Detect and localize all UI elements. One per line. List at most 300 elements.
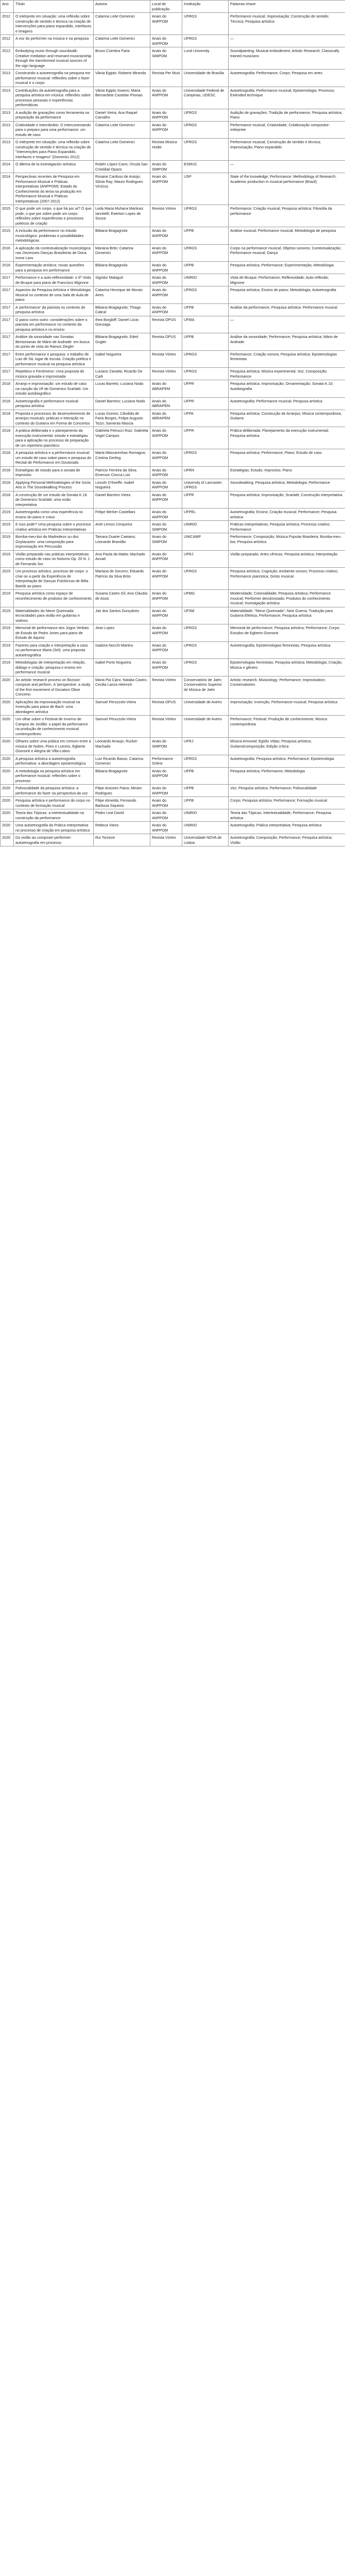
cell-instituicao: UFRN: [182, 466, 229, 479]
cell-ano: 2020: [1, 716, 14, 738]
cell-ano: 2020: [1, 785, 14, 797]
cell-titulo: Fazeres para criação e interpretação a caso no performance Maria (Sel): uma proposta autoetnográfica: [14, 641, 94, 659]
cell-ano: 2017: [1, 286, 14, 304]
cell-titulo: Análise da sonoridade nas Sonatas Bentonianas de Mário de Andrade: em busca do ponto de vista do Ramos Ziegler: [14, 333, 94, 351]
research-table: [0, 0, 345, 846]
cell-palavras: Artistic research; Musicology; Performance; Improvisation; Conservatoires: [229, 676, 345, 698]
cell-titulo: A 'performance' da pianista no contexto de pesquisa artística: [14, 303, 94, 316]
table-row: [1, 87, 345, 109]
cell-ano: 2018: [1, 479, 14, 491]
cell-palavras: Música Armorial; Egídio Vidas; Pesquisa artística; Guitarra/composição; Edição crítica: [229, 738, 345, 755]
cell-palavras: State of the knowledge; Performance; Methodology of Research; Academic production in musical performance (Brazil): [229, 173, 345, 205]
cell-palavras: Teoria das Tópicas; Intertextualidade; Performance; Pesquisa artística: [229, 809, 345, 822]
cell-instituicao: UFRGS: [182, 286, 229, 304]
cell-palavras: Performance musical; Construção de sentido e técnica; Improvisação; Piano expandido: [229, 139, 345, 161]
table-row: [1, 227, 345, 245]
table-header: [1, 1, 345, 13]
cell-instituicao: UFRGS: [182, 568, 229, 590]
cell-ano: 2012: [1, 13, 14, 35]
cell-instituicao: UFRGS: [182, 205, 229, 227]
cell-palavras: Modernidade; Colonialidade; Pesquisa artística; Performance musical; Performer decolonizado; Produtos do conhecimento musical; Investigação artística: [229, 590, 345, 607]
cell-local: Revista Vórtex: [150, 350, 182, 368]
cell-instituicao: UFRGS: [182, 244, 229, 262]
cell-ano: 2019: [1, 521, 14, 533]
cell-titulo: Entre performance e pesquisa: o trabalho de Luiz de Sá, lugar de escuta. Criação poética e performance musical na pesquisa artística: [14, 350, 94, 368]
header-instituicao: Instituição: [182, 1, 229, 13]
cell-ano: 2020: [1, 755, 14, 767]
cell-titulo: Metodologias de interpretação em relação, diálogo e criação: pesquisa e ensino em performance musical: [14, 659, 94, 676]
cell-titulo: Teoria das Tópicas: a intertextualidade na construção da performance: [14, 809, 94, 822]
cell-palavras: —: [229, 161, 345, 173]
cell-palavras: Violão preparado; Artes cênicas; Pesquisa artística; Interpretação: [229, 550, 345, 568]
cell-ano: 2017: [1, 316, 14, 333]
cell-palavras: Análise da sonoridade; Performance; Pesquisa artística; Mário de Andrade: [229, 333, 345, 351]
table-row: [1, 303, 345, 316]
cell-palavras: Autoetnografia; Performance; Corpo; Pesquisa em artes: [229, 70, 345, 87]
cell-autoria: Rosane Cardoso de Araújo; Sônia Ray; Mauro Rodrigues Vinícius: [94, 173, 150, 205]
table-row: [1, 698, 345, 716]
table-row: [1, 521, 345, 533]
table-row: [1, 139, 345, 161]
cell-instituicao: ESMUC: [182, 161, 229, 173]
table-row: [1, 410, 345, 427]
cell-titulo: Proposta e processos de desenvolvimento de arranjos musicais: práticas e interação no contexto do Guitarra em Forma de Concertos: [14, 410, 94, 427]
cell-ano: 2019: [1, 568, 14, 590]
table-body: [1, 13, 345, 846]
cell-ano: 2019: [1, 624, 14, 642]
cell-instituicao: UNIRIO: [182, 809, 229, 822]
cell-local: Anais do ANPPOM: [150, 227, 182, 245]
cell-ano: 2014: [1, 161, 14, 173]
cell-autoria: Daniel Vieira; Ana Raquel Carvalho: [94, 109, 150, 121]
cell-palavras: —: [229, 35, 345, 47]
cell-palavras: Soundpainting; Musical embodiment; Artistic Research; Classically trained musicians: [229, 47, 345, 70]
cell-autoria: Catarina Leite Domenici: [94, 13, 150, 35]
cell-instituicao: UFRGS: [182, 449, 229, 467]
cell-palavras: Pesquisa artística; Performance; Experimentação; Metodologia: [229, 262, 345, 274]
cell-ano: 2020: [1, 738, 14, 755]
cell-ano: 2018: [1, 427, 14, 449]
cell-ano: 2020: [1, 698, 14, 716]
cell-ano: 2015: [1, 227, 14, 245]
cell-palavras: Autoetnografia; Pesquisa artística; Performance; Epistemologia: [229, 755, 345, 767]
cell-local: Anais do SIMPOM: [150, 521, 182, 533]
table-row: [1, 755, 345, 767]
cell-ano: 2019: [1, 550, 14, 568]
table-row: [1, 244, 345, 262]
header-titulo: Título: [14, 1, 94, 13]
cell-local: Anais do ANPPOM: [150, 590, 182, 607]
cell-local: Anais do ANPPOM: [150, 624, 182, 642]
cell-autoria: Maria Pia Cipro; Natalia Castro; Cecilia Lanza Heinrich: [94, 676, 150, 698]
table-row: [1, 397, 345, 410]
cell-instituicao: UFRGS: [182, 368, 229, 380]
cell-local: Anais do ANPPOM: [150, 286, 182, 304]
table-row: [1, 491, 345, 509]
cell-instituicao: UFPB: [182, 785, 229, 797]
cell-ano: 2020: [1, 676, 14, 698]
cell-ano: 2018: [1, 397, 14, 410]
cell-autoria: Bibiana Bragagnolo; Ederl Gugler: [94, 333, 150, 351]
cell-autoria: Bibiana Bragagnolo: [94, 227, 150, 245]
table-row: [1, 590, 345, 607]
cell-titulo: Applying Personal Methodologies of the Sonic Arts in The Soundwalking Process: [14, 479, 94, 491]
table-row: [1, 738, 345, 755]
cell-autoria: Rubén López-Cano; Úrsula San Cristóbal Opazo: [94, 161, 150, 173]
table-row: [1, 13, 345, 35]
cell-instituicao: UFRGS: [182, 121, 229, 139]
cell-titulo: Olhares sobre uma prática em comum entre a música de Nobre, Pires e Lumino, Egberto Gismonti e Alegria de Villa-Lobos: [14, 738, 94, 755]
cell-titulo: Aplicações da improvisação musical na Invenção para piano de Bach: uma abordagem artística: [14, 698, 94, 716]
cell-ano: 2013: [1, 109, 14, 121]
cell-titulo: Arranjo e improvisação: um estudo de caso na canção da Vê de Domenico Scarlatti: Um estudo autobiográfico: [14, 380, 94, 398]
table-row: [1, 533, 345, 551]
cell-ano: 2016: [1, 244, 14, 262]
cell-ano: 2018: [1, 466, 14, 479]
cell-local: Anais do ANPPOM: [150, 797, 182, 809]
header-palavras: Palavras-chave: [229, 1, 345, 13]
cell-autoria: Patrício Ferreira da Silva; Emerson Ciocca Luiz: [94, 466, 150, 479]
table-row: [1, 70, 345, 87]
cell-palavras: Pesquisa artística; Ensino de piano; Metodologia; Autoetnografia: [229, 286, 345, 304]
cell-local: Anais do ANPPOM: [150, 109, 182, 121]
table-row: [1, 716, 345, 738]
cell-instituicao: UNIRIO: [182, 274, 229, 286]
cell-instituicao: UFRGS: [182, 659, 229, 676]
cell-autoria: Isadora Nocchi Martins: [94, 641, 150, 659]
cell-palavras: Autoetnografia; Performance musical; Epistemologia; Processo; Extended technique: [229, 87, 345, 109]
cell-ano: 2019: [1, 659, 14, 676]
cell-local: Anais do ANPPOM: [150, 641, 182, 659]
cell-palavras: Pesquisa artística; Performance; Metodologia: [229, 767, 345, 785]
table-row: [1, 607, 345, 624]
cell-instituicao: UFPA: [182, 410, 229, 427]
cell-local: Revista OPUS: [150, 333, 182, 351]
cell-autoria: Catarina Leite Domenici: [94, 121, 150, 139]
cell-instituicao: UFRGS: [182, 641, 229, 659]
header-ano: Ano: [1, 1, 14, 13]
cell-ano: 2013: [1, 70, 14, 87]
cell-titulo: A voz do performer na música e na pesquisa: [14, 35, 94, 47]
cell-ano: 2019: [1, 533, 14, 551]
cell-local: Revista Per Musi: [150, 70, 182, 87]
cell-instituicao: UFSM: [182, 607, 229, 624]
cell-instituicao: UFPR: [182, 427, 229, 449]
cell-palavras: Autoetnografia; Ensino; Criação musical; Performance; Pesquisa artística: [229, 509, 345, 521]
cell-local: Performance Online: [150, 755, 182, 767]
cell-palavras: Pesquisa artística; Construção de Arranjos; Música contemporânea; Guitarra: [229, 410, 345, 427]
cell-titulo: Materialidades do Nieve Queimada: tecnicidades para violão em guitarras e violinos: [14, 607, 94, 624]
cell-local: Anais do ANPPOM: [150, 303, 182, 316]
cell-titulo: O dilema de la investigación artística: [14, 161, 94, 173]
table-row: [1, 676, 345, 698]
cell-local: Revista OPUS: [150, 698, 182, 716]
cell-ano: 2017: [1, 274, 14, 286]
cell-palavras: Performance; Festival; Produção de conhecimento; Música contemporânea: [229, 716, 345, 738]
cell-autoria: Bibiana Bragagnolo: [94, 767, 150, 785]
table-row: [1, 479, 345, 491]
cell-instituicao: UFRGS: [182, 35, 229, 47]
cell-instituicao: UFPB: [182, 262, 229, 274]
cell-instituicao: UFPB: [182, 303, 229, 316]
cell-instituicao: UFRGS: [182, 755, 229, 767]
cell-local: Anais do ANPPOM: [150, 466, 182, 479]
cell-autoria: Catarina Leite Domenici: [94, 35, 150, 47]
cell-ano: 2013: [1, 87, 14, 109]
cell-ano: 2018: [1, 491, 14, 509]
table-row: [1, 205, 345, 227]
cell-autoria: Gabriela Petrucci Ruiz; Gabriela Vogel Campos: [94, 427, 150, 449]
cell-instituicao: Universidade de Aveiro: [182, 698, 229, 716]
cell-local: Anais do ANPPOM: [150, 244, 182, 262]
cell-instituicao: UNIRIO: [182, 521, 229, 533]
cell-autoria: Catarina Henrique de Morais Aires: [94, 286, 150, 304]
table-row: [1, 822, 345, 834]
cell-instituicao: Universidade NOVA de Lisboa: [182, 834, 229, 846]
cell-titulo: Do violão ao composer-performer: autoetnografia em processo: [14, 834, 94, 846]
cell-instituicao: UFMA: [182, 316, 229, 333]
cell-instituicao: Universidade de Brasília: [182, 70, 229, 87]
cell-local: Anais do ANPPOM: [150, 35, 182, 47]
cell-local: Anais do ANPPOM: [150, 479, 182, 491]
cell-autoria: Daniel Barreiro Vieira: [94, 491, 150, 509]
cell-palavras: Viola de Bruque; Performance; Reflexividade; Auto-reflexão; Mignone: [229, 274, 345, 286]
cell-palavras: Pesquisa artística; Música experimental; Voz; Composição; Performance: [229, 368, 345, 380]
cell-ano: 2020: [1, 834, 14, 846]
cell-titulo: A inclusão da performance no estudo musicológico: problemas e possibilidades metodológicas: [14, 227, 94, 245]
cell-local: Revista Música Hodie: [150, 139, 182, 161]
cell-local: Anais do ANPPOM: [150, 491, 182, 509]
table-row: [1, 509, 345, 521]
cell-autoria: Filipe Antunes Paiva; Miriam Rodrigues: [94, 785, 150, 797]
cell-instituicao: UFPR: [182, 397, 229, 410]
cell-autoria: Ariel Lemos Cerqueira: [94, 521, 150, 533]
cell-autoria: Mariana Brito; Catarina Domenici: [94, 244, 150, 262]
cell-palavras: Práticas interpretativas; Pesquisa artística; Processo criativo; Performance: [229, 521, 345, 533]
cell-titulo: Experimentação artística: novas questões para a pesquisa em performance: [14, 262, 94, 274]
cell-autoria: Jean Lopes: [94, 624, 150, 642]
cell-titulo: O intérprete em situação: uma reflexão sobre construção de sentido e técnica na criação de "Intervenções para Piano Expandido, Interfaces e Imagens" (Domenici 2012): [14, 139, 94, 161]
cell-local: Revista Vórtex: [150, 676, 182, 698]
cell-palavras: Performance musical; Improvisação; Construção de sentido; Técnica; Pesquisa artística: [229, 13, 345, 35]
cell-palavras: Pesquisa artística; Improvisação; Ornamentação; Sonata K.10; Autobiografia: [229, 380, 345, 398]
cell-palavras: Autoetnografia; Performance musical; Pesquisa artística: [229, 397, 345, 410]
cell-local: Anais do ANPPOM: [150, 809, 182, 822]
cell-titulo: Memorial de performance dos Jogos Verbais de Estudo de Pedro Jones para piano de Estudo de Aquino: [14, 624, 94, 642]
cell-palavras: Corpo; Pesquisa artística; Performance; Formação musical: [229, 797, 345, 809]
cell-titulo: Pesquisa artística e performance do corpo no contexto de formação musical: [14, 797, 94, 809]
header-autoria: Autoria: [94, 1, 150, 13]
cell-autoria: Susana Castro Gil; Ana Cláudia de Assis: [94, 590, 150, 607]
cell-autoria: Samuel Peruzzolo-Vieira: [94, 716, 150, 738]
cell-autoria: Catarina Leite Domenici: [94, 139, 150, 161]
table-row: [1, 350, 345, 368]
cell-palavras: Prática deliberada; Planejamento da execução instrumental; Pesquisa artística: [229, 427, 345, 449]
cell-titulo: Um olhar sobre o Festival de Inverno de Campos do Jordão: o papel da performance na produção de conhecimento musical contemporâneo: [14, 716, 94, 738]
cell-titulo: Performance e a auto-reflexividade: o 6º Viola de Bruque para piano de Francisco Mignone: [14, 274, 94, 286]
cell-instituicao: UFPB: [182, 767, 229, 785]
table-row: [1, 121, 345, 139]
table-row: [1, 35, 345, 47]
cell-titulo: Construindo a autoetnografia na pesquisa em performance musical: reflexões sobre o fazer musical e o corpo: [14, 70, 94, 87]
cell-palavras: Performance; Composição; Música Popular Brasileira; Bumba-meu-boi; Pesquisa artística: [229, 533, 345, 551]
cell-autoria: Rui Torneze: [94, 834, 150, 846]
cell-palavras: Análise da performance; Pesquisa artística; Performance musical: [229, 303, 345, 316]
cell-instituicao: UFPB: [182, 797, 229, 809]
cell-instituicao: UFRGS: [182, 109, 229, 121]
cell-ano: 2012: [1, 47, 14, 70]
cell-local: Anais do ANPPOM: [150, 262, 182, 274]
cell-ano: 2019: [1, 607, 14, 624]
cell-ano: 2020: [1, 797, 14, 809]
cell-autoria: Vânia Egipto; Roberto Miranda: [94, 70, 150, 87]
cell-instituicao: Universidade Federal de Campinas, UDESC: [182, 87, 229, 109]
cell-palavras: Performance; Criação sonora; Pesquisa artística; Epistemologias feministas: [229, 350, 345, 368]
cell-autoria: Samuel Peruzzolo-Vieira: [94, 698, 150, 716]
cell-autoria: Maria Mascarenhas Romagna; Cristina Gerling: [94, 449, 150, 467]
table-row: [1, 274, 345, 286]
cell-autoria: Rebeca Vieira: [94, 822, 150, 834]
cell-titulo: Autoetnografia como uma experiência no ensino do piano e cravo: [14, 509, 94, 521]
cell-titulo: A construção de um estudo da Sonata K.18 de Domenico Scarlatti: uma visão interpretativa: [14, 491, 94, 509]
cell-palavras: Epistemologias feministas; Pesquisa artística; Metodologia; Criação; Música e gênero: [229, 659, 345, 676]
cell-local: Revista Vórtex: [150, 368, 182, 380]
cell-instituicao: UFRGS: [182, 139, 229, 161]
cell-titulo: Perspectivas recentes de Pesquisa em Performance Musical e Práticas Interpretativas (ANPPOM): Estado do Conhecimento do tema na produção em Performance Musical e Práticas Interpretativas (2007-2012): [14, 173, 94, 205]
cell-local: Anais do ANPPOM: [150, 274, 182, 286]
cell-titulo: Autoetnografia e performance musical: pesquisa artística: [14, 397, 94, 410]
cell-titulo: A aplicação da contextualização musicológica nas Dezesseis Danças Brasileiras de Dona Ivone Lara: [14, 244, 94, 262]
cell-palavras: Voz; Pesquisa artística; Performance; Polivocalidade: [229, 785, 345, 797]
cell-palavras: Audição de gravações; Tradição de performance; Pesquisa artística; Piano: [229, 109, 345, 121]
table-row: [1, 333, 345, 351]
table-row: [1, 624, 345, 642]
cell-autoria: Bruno Coimbra Faria: [94, 47, 150, 70]
cell-local: Revista OPUS: [150, 316, 182, 333]
cell-ano: 2014: [1, 173, 14, 205]
cell-palavras: Pesquisa artística; Performance; Piano; Estudo de caso: [229, 449, 345, 467]
table-row: [1, 449, 345, 467]
cell-local: Anais do ANPPOM: [150, 173, 182, 205]
cell-ano: 2012: [1, 35, 14, 47]
cell-autoria: Isabel Nogueira: [94, 350, 150, 368]
cell-titulo: A audição de gravações como ferramenta na preparação da performance: [14, 109, 94, 121]
cell-ano: 2016: [1, 262, 14, 274]
cell-instituicao: UFMG: [182, 590, 229, 607]
cell-ano: 2020: [1, 822, 14, 834]
cell-autoria: Felipe Merker Castellani: [94, 509, 150, 521]
cell-autoria: Leda Maria Muhana Martinez Iannitelli; Ewerton Lopes de Sousa: [94, 205, 150, 227]
cell-local: Anais do ANPPOM: [150, 509, 182, 521]
cell-titulo: Violão preparado nas práticas interpretativas como estudo de caso no Noturno Op. 20 N. 1 de Fernando Sor: [14, 550, 94, 568]
cell-instituicao: UFPR: [182, 380, 229, 398]
cell-local: Anais do ANPPOM: [150, 13, 182, 35]
cell-local: Anais do ABRAPEM: [150, 410, 182, 427]
cell-autoria: Jair dos Santos Gonçalves: [94, 607, 150, 624]
cell-titulo: Repetitivo e Fenômeno: Uma proposta de música gravada e improvisada: [14, 368, 94, 380]
cell-titulo: A pesquisa artística e a performance musical: um estudo de caso sobre piano e pesquisa do Recital de Performance em Doutorado: [14, 449, 94, 467]
cell-instituicao: Lund University: [182, 47, 229, 70]
cell-titulo: O intérprete em situação: uma reflexão sobre construção de sentido e técnica na criação de intervenções para piano expandido, interfaces e imagens: [14, 13, 94, 35]
cell-ano: 2019: [1, 641, 14, 659]
cell-autoria: Sigridur Malaguti: [94, 274, 150, 286]
cell-local: Anais do ANPPOM: [150, 427, 182, 449]
cell-local: Revista Vórtex: [150, 834, 182, 846]
cell-local: Anais do ANPPOM: [150, 767, 182, 785]
cell-titulo: Pesquisa artística como espaço de reconhecimento de produtos de conhecimento: [14, 590, 94, 607]
cell-titulo: A prática deliberada e o planejamento da execução instrumental: estudo e estratégias para a aplicação no processo de preparação de um repertório pianístico: [14, 427, 94, 449]
cell-titulo: Estratégias de estudo para a sonata de improviso: [14, 466, 94, 479]
cell-local: Revista Vórtex: [150, 205, 182, 227]
cell-ano: 2018: [1, 410, 14, 427]
cell-ano: 2018: [1, 380, 14, 398]
cell-instituicao: USP: [182, 173, 229, 205]
table-row: [1, 466, 345, 479]
cell-local: Anais do ANPPOM: [150, 659, 182, 676]
cell-palavras: Análise musical; Performance musical; Metodologia de pesquisa: [229, 227, 345, 245]
cell-ano: 2017: [1, 350, 14, 368]
cell-ano: 2017: [1, 333, 14, 351]
cell-local: Anais do ANPPOM: [150, 121, 182, 139]
table-row: [1, 550, 345, 568]
table-row: [1, 797, 345, 809]
cell-instituicao: UFPR: [182, 491, 229, 509]
header-row: [1, 1, 345, 13]
cell-instituicao: UNIRIO: [182, 822, 229, 834]
cell-autoria: Leonardo Arraujo; Rucker Machado: [94, 738, 150, 755]
cell-palavras: Improvisação; Invenção; Performance musical; Pesquisa artística: [229, 698, 345, 716]
cell-titulo: Criatividade e intercâmbio: O Interconectando para o preparo para uma performance: um estudo de caso: [14, 121, 94, 139]
cell-local: Anais do ANPPOM: [150, 822, 182, 834]
cell-palavras: —: [229, 316, 345, 333]
cell-ano: 2017: [1, 368, 14, 380]
cell-titulo: A pesquisa artística a autoetnografia performativa: a abordagem epistemológica: [14, 755, 94, 767]
cell-local: Anais do SIMPOM: [150, 533, 182, 551]
cell-instituicao: UFPB: [182, 227, 229, 245]
cell-autoria: Lucas Gomes; Cândida de Faria Borges; Felipe Augusto Tozzi; Samenta Mascia: [94, 410, 150, 427]
table-row: [1, 427, 345, 449]
header-local: Local de publicação: [150, 1, 182, 13]
cell-local: Anais do SIMPOM: [150, 738, 182, 755]
table-row: [1, 262, 345, 274]
cell-titulo: Bomba-meu-boi da Madredeus ou dos Goytacazes: uma composição para improvisação em Percussão: [14, 533, 94, 551]
cell-autoria: Lincoln D'Keeffe; Isabel Nogueira: [94, 479, 150, 491]
table-row: [1, 316, 345, 333]
table-row: [1, 785, 345, 797]
cell-local: Anais do ANPPOM: [150, 550, 182, 568]
table-row: [1, 834, 345, 846]
cell-titulo: O que pode um corpo, o que há por aí? O que pode, o que por sobre pode um corpo: reflexões sobre experiências e processos poéticos de criação: [14, 205, 94, 227]
cell-palavras: Autoetnografia; Epistemologias feministas; Pesquisa artística: [229, 641, 345, 659]
cell-autoria: Luciano Zanatta; Ricardo De Carli: [94, 368, 150, 380]
cell-ano: 2020: [1, 809, 14, 822]
table-row: [1, 286, 345, 304]
cell-instituicao: UFRGS: [182, 624, 229, 642]
cell-local: Anais do SIMPOM: [150, 47, 182, 70]
cell-palavras: Pesquisa artística; Improvisação; Scarlatti; Construção interpretativa: [229, 491, 345, 509]
cell-titulo: An artistic research process on Bonsoir: compose and perform. A 'perspective: a study of the first movement of Donatoni Oboe Concerto: [14, 676, 94, 698]
cell-autoria: Lucas Barreto; Luciana Noda: [94, 380, 150, 398]
cell-local: Anais do ANPPOM: [150, 607, 182, 624]
cell-instituicao: Conservatório de Jaén; Conservatório Superior de Música de Jaén: [182, 676, 229, 698]
cell-local: Anais do ABRAPEM: [150, 397, 182, 410]
cell-palavras: Soundwalking; Pesquisa artística; Metodologia; Performance: [229, 479, 345, 491]
cell-ano: 2013: [1, 121, 14, 139]
cell-titulo: Contribuições da autoetnografia para a pesquisa artística em música: reflexões sobre processos pessoais e experiências performáticas: [14, 87, 94, 109]
table-row: [1, 641, 345, 659]
cell-palavras: Autoetnografia; Prática interpretativa; Pesquisa artística: [229, 822, 345, 834]
table-row: [1, 568, 345, 590]
